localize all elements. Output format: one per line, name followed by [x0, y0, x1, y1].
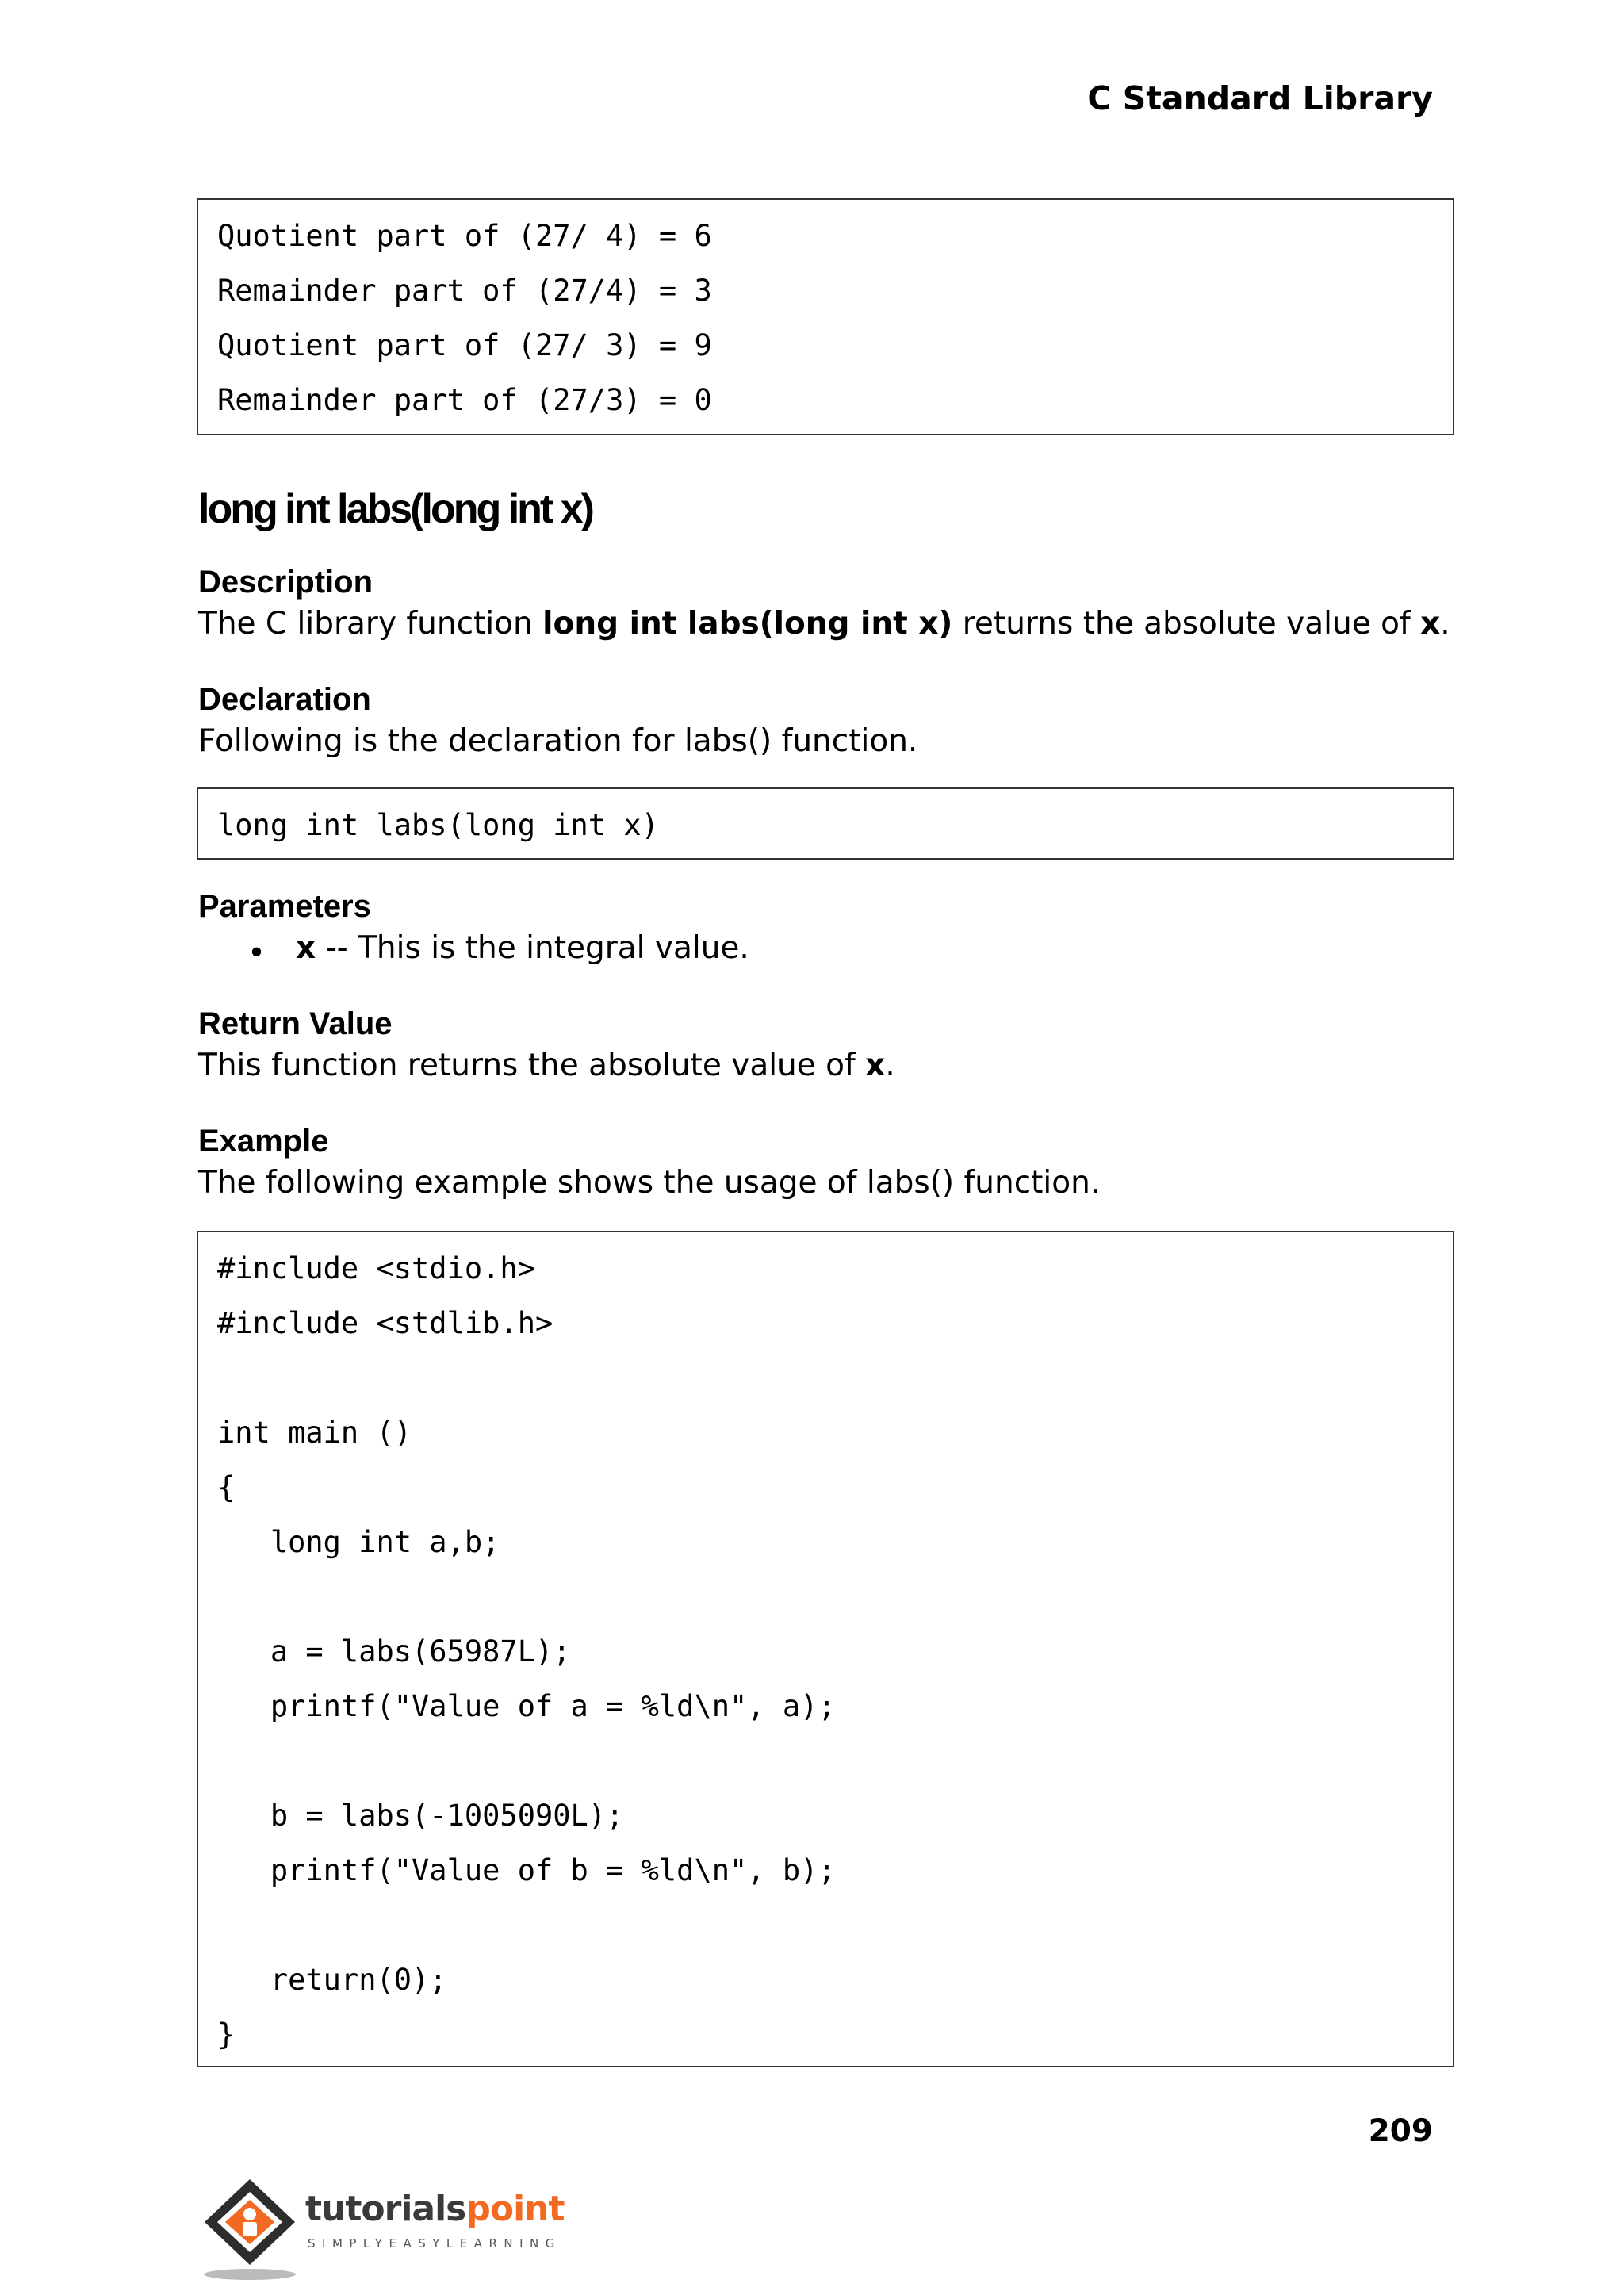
code-line — [217, 1569, 1453, 1624]
example-text: The following example shows the usage of labs() function. — [198, 1165, 1101, 1201]
return-value-heading: Return Value — [198, 1006, 393, 1041]
return-value-text: This function returns the absolute value of x. — [198, 1048, 895, 1083]
code-line: b = labs(-1005090L); — [217, 1799, 624, 1833]
code-line: } — [217, 2017, 236, 2052]
code-line: Remainder part of (27/4) = 3 — [217, 274, 712, 308]
tutorialspoint-logo — [198, 2173, 571, 2284]
logo-wordmark: tutorialspoint — [305, 2189, 565, 2229]
code-line: Quotient part of (27/ 3) = 9 — [217, 328, 712, 362]
code-line: a = labs(65987L); — [217, 1634, 571, 1669]
parameters-heading: Parameters — [198, 889, 371, 924]
parameter-item: x -- This is the integral value. — [296, 930, 749, 966]
code-line — [217, 1734, 1453, 1788]
declaration-code-block — [197, 787, 1454, 860]
code-line: int main () — [217, 1416, 412, 1450]
code-line: Remainder part of (27/3) = 0 — [217, 383, 712, 417]
page-number: 209 — [1368, 2113, 1433, 2149]
code-line: #include <stdio.h> — [217, 1251, 535, 1285]
description-text: The C library function long int labs(long int x) returns the absolute value of x. — [198, 606, 1450, 642]
code-line: return(0); — [217, 1963, 447, 1997]
output-code-block — [197, 198, 1454, 435]
logo-tagline: SIMPLYEASYLEARNING — [308, 2236, 561, 2251]
code-line — [217, 1898, 1453, 1952]
declaration-heading: Declaration — [198, 682, 371, 717]
code-line: long int a,b; — [217, 1525, 500, 1559]
code-line: #include <stdlib.h> — [217, 1306, 553, 1340]
code-line: Quotient part of (27/ 4) = 6 — [217, 219, 712, 253]
code-line: printf("Value of b = %ld\n", b); — [217, 1853, 836, 1887]
declaration-text: Following is the declaration for labs() function. — [198, 723, 918, 759]
logo-emblem-icon — [198, 2173, 301, 2284]
function-heading: long int labs(long int x) — [198, 486, 592, 532]
example-code-block — [197, 1231, 1454, 2067]
example-heading: Example — [198, 1124, 329, 1159]
code-line: printf("Value of a = %ld\n", a); — [217, 1689, 836, 1723]
code-line — [217, 1351, 1453, 1405]
code-line: { — [217, 1470, 236, 1504]
bullet-icon: • — [247, 936, 266, 971]
header-title: C Standard Library — [1087, 79, 1433, 117]
code-line: long int labs(long int x) — [217, 808, 659, 842]
description-heading: Description — [198, 565, 373, 600]
